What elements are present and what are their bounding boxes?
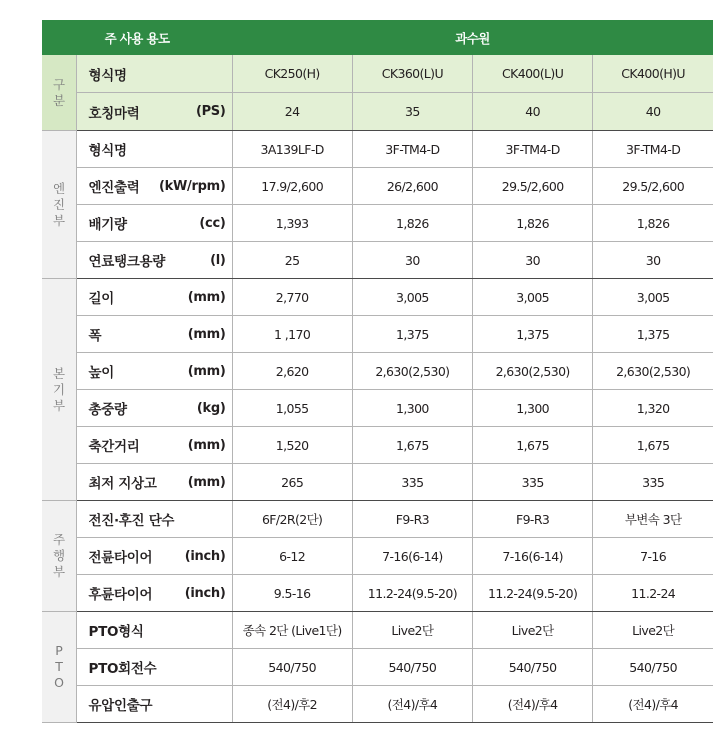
value-cell: 9.5-16 (232, 575, 352, 612)
row-unit: (mm) (187, 289, 226, 305)
row-unit: (cc) (199, 215, 226, 231)
row-label: 엔진출력 (88, 180, 140, 196)
value-cell: 335 (473, 464, 593, 501)
value-cell: 265 (232, 464, 352, 501)
row-label: 형식명 (88, 143, 127, 159)
row-unit: (l) (210, 252, 226, 268)
value-cell: 30 (473, 242, 593, 279)
value-cell: 3,005 (593, 279, 713, 316)
table-row (42, 316, 713, 353)
table-row (42, 612, 713, 649)
spec-table-body (42, 55, 713, 723)
row-label-cell (76, 205, 232, 242)
value-cell: 11.2-24(9.5-20) (473, 575, 593, 612)
value-cell: 6-12 (232, 538, 352, 575)
value-cell: 1,375 (352, 316, 472, 353)
category-cell: 구 분 (42, 55, 76, 131)
value-cell: 3A139LF-D (232, 131, 352, 168)
row-label-cell (76, 575, 232, 612)
row-label-cell (76, 353, 232, 390)
value-cell: 1,675 (352, 427, 472, 464)
value-cell: 335 (593, 464, 713, 501)
value-cell: 29.5/2,600 (593, 168, 713, 205)
row-label-cell (76, 538, 232, 575)
value-cell: 1 ,170 (232, 316, 352, 353)
value-cell: (전4)/후4 (473, 686, 593, 723)
value-cell: Live2단 (593, 612, 713, 649)
row-label-cell (76, 55, 232, 93)
value-cell: 25 (232, 242, 352, 279)
row-label: 연료탱크용량 (88, 254, 165, 270)
row-label: 최저 지상고 (88, 476, 157, 492)
value-cell: 11.2-24(9.5-20) (352, 575, 472, 612)
value-cell: 2,770 (232, 279, 352, 316)
value-cell: (전4)/후4 (352, 686, 472, 723)
value-cell: 3F-TM4-D (593, 131, 713, 168)
row-label: 형식명 (88, 67, 127, 84)
value-cell: 7-16(6-14) (352, 538, 472, 575)
value-cell: 540/750 (352, 649, 472, 686)
category-cell: 본 기 부 (42, 279, 76, 501)
spec-table (42, 20, 713, 723)
row-label: 전륜타이어 (88, 550, 153, 566)
value-cell: 1,055 (232, 390, 352, 427)
value-cell: 3F-TM4-D (352, 131, 472, 168)
row-label: PTO형식 (88, 624, 144, 640)
table-header-row (42, 20, 713, 55)
row-label: 배기량 (88, 217, 127, 233)
table-row (42, 93, 713, 131)
row-label-cell (76, 501, 232, 538)
value-cell: 2,630(2,530) (352, 353, 472, 390)
row-label: 길이 (88, 291, 114, 307)
value-cell: 1,393 (232, 205, 352, 242)
value-cell: 2,630(2,530) (593, 353, 713, 390)
value-cell: Live2단 (473, 612, 593, 649)
row-label: 유압인출구 (88, 698, 153, 714)
row-label-cell (76, 242, 232, 279)
value-cell: 35 (352, 93, 472, 131)
value-cell: 3,005 (352, 279, 472, 316)
row-label: 폭 (88, 328, 102, 344)
value-cell: 1,675 (593, 427, 713, 464)
table-row (42, 279, 713, 316)
table-row (42, 390, 713, 427)
row-label-cell (76, 464, 232, 501)
row-label: 전진·후진 단수 (88, 513, 175, 529)
table-row (42, 168, 713, 205)
category-cell: 엔 진 부 (42, 131, 76, 279)
usage-value-header: 과수원 (232, 20, 713, 55)
row-label-cell (76, 131, 232, 168)
value-cell: F9-R3 (352, 501, 472, 538)
value-cell: (전4)/후2 (232, 686, 352, 723)
value-cell: CK400(H)U (593, 55, 713, 93)
table-row (42, 686, 713, 723)
value-cell: 40 (593, 93, 713, 131)
table-row (42, 427, 713, 464)
row-label-cell (76, 427, 232, 464)
row-label: PTO회전수 (88, 661, 157, 677)
value-cell: 26/2,600 (352, 168, 472, 205)
row-label-cell (76, 612, 232, 649)
table-row (42, 242, 713, 279)
row-label: 후륜타이어 (88, 587, 153, 603)
row-unit: (mm) (187, 437, 226, 453)
value-cell: 24 (232, 93, 352, 131)
row-label-cell (76, 649, 232, 686)
value-cell: 335 (352, 464, 472, 501)
row-label: 총중량 (88, 402, 127, 418)
value-cell: 부변속 3단 (593, 501, 713, 538)
row-label-cell (76, 686, 232, 723)
row-unit: (mm) (187, 363, 226, 379)
value-cell: 30 (352, 242, 472, 279)
value-cell: 1,375 (593, 316, 713, 353)
value-cell: 1,375 (473, 316, 593, 353)
row-label: 축간거리 (88, 439, 140, 455)
table-row (42, 575, 713, 612)
value-cell: 1,826 (473, 205, 593, 242)
value-cell: CK400(L)U (473, 55, 593, 93)
value-cell: 3,005 (473, 279, 593, 316)
row-label-cell (76, 168, 232, 205)
row-label-cell (76, 93, 232, 131)
value-cell: 1,300 (473, 390, 593, 427)
row-unit: (inch) (184, 585, 226, 601)
value-cell: (전4)/후4 (593, 686, 713, 723)
value-cell: 11.2-24 (593, 575, 713, 612)
value-cell: 1,520 (232, 427, 352, 464)
row-label-cell (76, 390, 232, 427)
row-label-cell (76, 279, 232, 316)
value-cell: 29.5/2,600 (473, 168, 593, 205)
table-row (42, 538, 713, 575)
row-unit: (PS) (195, 104, 226, 119)
value-cell: Live2단 (352, 612, 472, 649)
value-cell: 540/750 (232, 649, 352, 686)
value-cell: 540/750 (593, 649, 713, 686)
row-unit: (mm) (187, 326, 226, 342)
row-label: 호칭마력 (88, 105, 140, 122)
table-row (42, 649, 713, 686)
value-cell: 17.9/2,600 (232, 168, 352, 205)
value-cell: 30 (593, 242, 713, 279)
value-cell: 2,630(2,530) (473, 353, 593, 390)
value-cell: 7-16 (593, 538, 713, 575)
row-label-cell (76, 316, 232, 353)
category-cell: 주 행 부 (42, 501, 76, 612)
value-cell: 540/750 (473, 649, 593, 686)
value-cell: F9-R3 (473, 501, 593, 538)
row-unit: (kg) (196, 400, 226, 416)
value-cell: 3F-TM4-D (473, 131, 593, 168)
value-cell: CK250(H) (232, 55, 352, 93)
value-cell: 1,675 (473, 427, 593, 464)
category-cell: P T O (42, 612, 76, 723)
row-unit: (inch) (184, 548, 226, 564)
table-row (42, 353, 713, 390)
table-row (42, 55, 713, 93)
value-cell: 1,300 (352, 390, 472, 427)
usage-header: 주 사용 용도 (42, 20, 232, 55)
value-cell: 40 (473, 93, 593, 131)
value-cell: 1,826 (352, 205, 472, 242)
value-cell: 1,320 (593, 390, 713, 427)
row-unit: (kW/rpm) (159, 178, 226, 194)
value-cell: 7-16(6-14) (473, 538, 593, 575)
table-row (42, 464, 713, 501)
value-cell: 6F/2R(2단) (232, 501, 352, 538)
row-unit: (mm) (187, 474, 226, 490)
table-row (42, 131, 713, 168)
value-cell: 종속 2단 (Live1단) (232, 612, 352, 649)
value-cell: CK360(L)U (352, 55, 472, 93)
table-row (42, 205, 713, 242)
table-row (42, 501, 713, 538)
value-cell: 1,826 (593, 205, 713, 242)
value-cell: 2,620 (232, 353, 352, 390)
row-label: 높이 (88, 365, 114, 381)
